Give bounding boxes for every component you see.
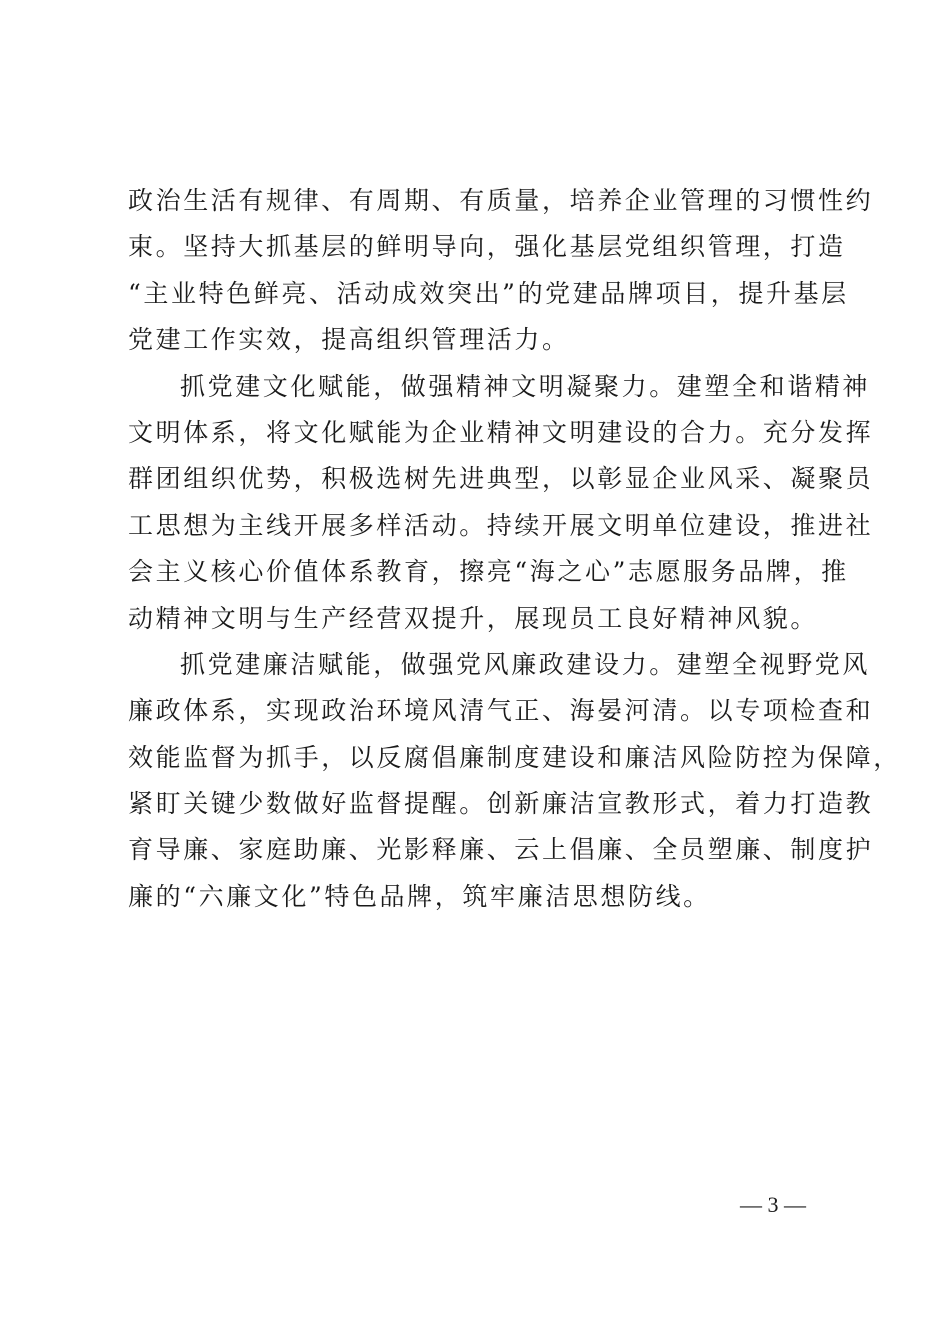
text-line: 廉政体系，实现政治环境风清气正、海晏河清。以专项检查和 (128, 696, 874, 726)
paragraph-2 (128, 364, 874, 642)
text-line: 育导廉、家庭助廉、光影释廉、云上倡廉、全员塑廉、制度护 (128, 835, 874, 865)
text-line: 政治生活有规律、有周期、有质量，培养企业管理的习惯性约 (128, 186, 874, 215)
text-line: 抓党建廉洁赋能，做强党风廉政建设力。建塑全视野党风 (180, 649, 871, 679)
text-line: 动精神文明与生产经营双提升，展现员工良好精神风貌。 (128, 603, 819, 633)
text-line: 群团组织优势，积极选树先进典型，以彰显企业风采、凝聚员 (128, 464, 874, 494)
text-line: 会主义核心价值体系教育，擦亮“海之心”志愿服务品牌，推 (128, 557, 849, 587)
text-line: 党建工作实效，提高组织管理活力。 (128, 325, 570, 355)
page-number: — 3 — (740, 1192, 806, 1217)
text-line: 抓党建文化赋能，做强精神文明凝聚力。建塑全和谐精神 (180, 371, 871, 401)
document-body (128, 178, 901, 920)
text-line: 紧盯关键少数做好监督提醒。创新廉洁宣教形式，着力打造教 (128, 789, 874, 819)
text-line: 工思想为主线开展多样活动。持续开展文明单位建设，推进社 (128, 510, 874, 540)
paragraph-3 (128, 642, 901, 920)
text-line: 效能监督为抓手，以反腐倡廉制度建设和廉洁风险防控为保障， (128, 742, 901, 772)
paragraph-1 (128, 178, 874, 364)
text-line: 廉的“六廉文化”特色品牌，筑牢廉洁思想防线。 (128, 881, 711, 911)
text-line: 束。坚持大抓基层的鲜明导向，强化基层党组织管理，打造 (128, 232, 846, 262)
text-line: “主业特色鲜亮、活动成效突出”的党建品牌项目，提升基层 (128, 278, 849, 308)
text-line: 文明体系，将文化赋能为企业精神文明建设的合力。充分发挥 (128, 417, 874, 447)
